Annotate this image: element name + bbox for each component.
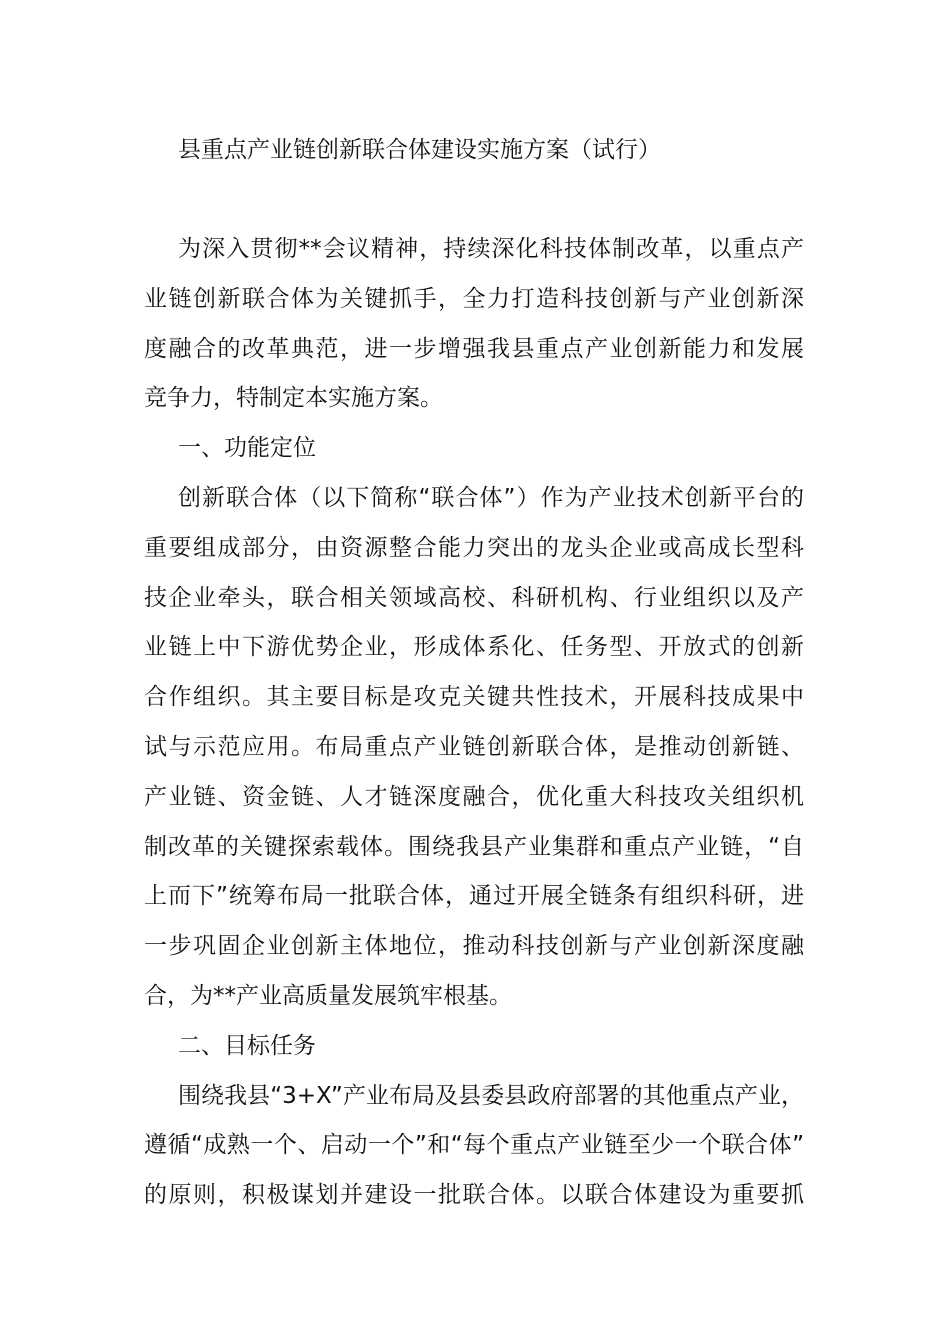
text-line: 技企业牵头，联合相关领域高校、科研机构、行业组织以及产 [144, 584, 804, 611]
text-line: 围绕我县“3+X”产业布局及县委县政府部署的其他重点产业， [178, 1082, 804, 1109]
section-heading [144, 1022, 804, 1072]
text-line: 业链创新联合体为关键抓手，全力打造科技创新与产业创新深 [144, 285, 804, 312]
text-line: 的原则，积极谋划并建设一批联合体。以联合体建设为重要抓 [144, 1182, 804, 1209]
text-line: 产业链、资金链、人才链深度融合，优化重大科技攻关组织机 [144, 783, 804, 810]
section-heading [144, 424, 804, 474]
text-line: 重要组成部分，由资源整合能力突出的龙头企业或高成长型科 [144, 534, 804, 561]
text-line: 为深入贯彻**会议精神，持续深化科技体制改革，以重点产 [178, 236, 804, 262]
document-title: 县重点产业链创新联合体建设实施方案（试行） [178, 137, 661, 163]
paragraph [144, 1072, 804, 1221]
text-line: 上而下”统筹布局一批联合体，通过开展全链条有组织科研，进 [144, 883, 804, 910]
text-line: 一、功能定位 [178, 435, 316, 462]
paragraph [144, 474, 804, 1022]
text-line: 业链上中下游优势企业，形成体系化、任务型、开放式的创新 [144, 634, 804, 661]
document-body [144, 225, 804, 1221]
text-line: 竞争力，特制定本实施方案。 [144, 385, 443, 412]
text-line: 一步巩固企业创新主体地位，推动科技创新与产业创新深度融 [144, 933, 804, 960]
text-line: 遵循“成熟一个、启动一个”和“每个重点产业链至少一个联合体” [144, 1132, 804, 1159]
text-line: 合作组织。其主要目标是攻克关键共性技术，开展科技成果中 [144, 684, 804, 711]
text-line: 制改革的关键探索载体。围绕我县产业集群和重点产业链，“自 [144, 833, 804, 860]
text-line: 二、目标任务 [178, 1032, 316, 1059]
text-line: 度融合的改革典范，进一步增强我县重点产业创新能力和发展 [144, 335, 804, 362]
paragraph [144, 225, 804, 424]
text-line: 创新联合体（以下简称“联合体”）作为产业技术创新平台的 [178, 484, 804, 511]
text-line: 合，为**产业高质量发展筑牢根基。 [144, 982, 512, 1009]
text-line: 试与示范应用。布局重点产业链创新联合体，是推动创新链、 [144, 733, 804, 760]
